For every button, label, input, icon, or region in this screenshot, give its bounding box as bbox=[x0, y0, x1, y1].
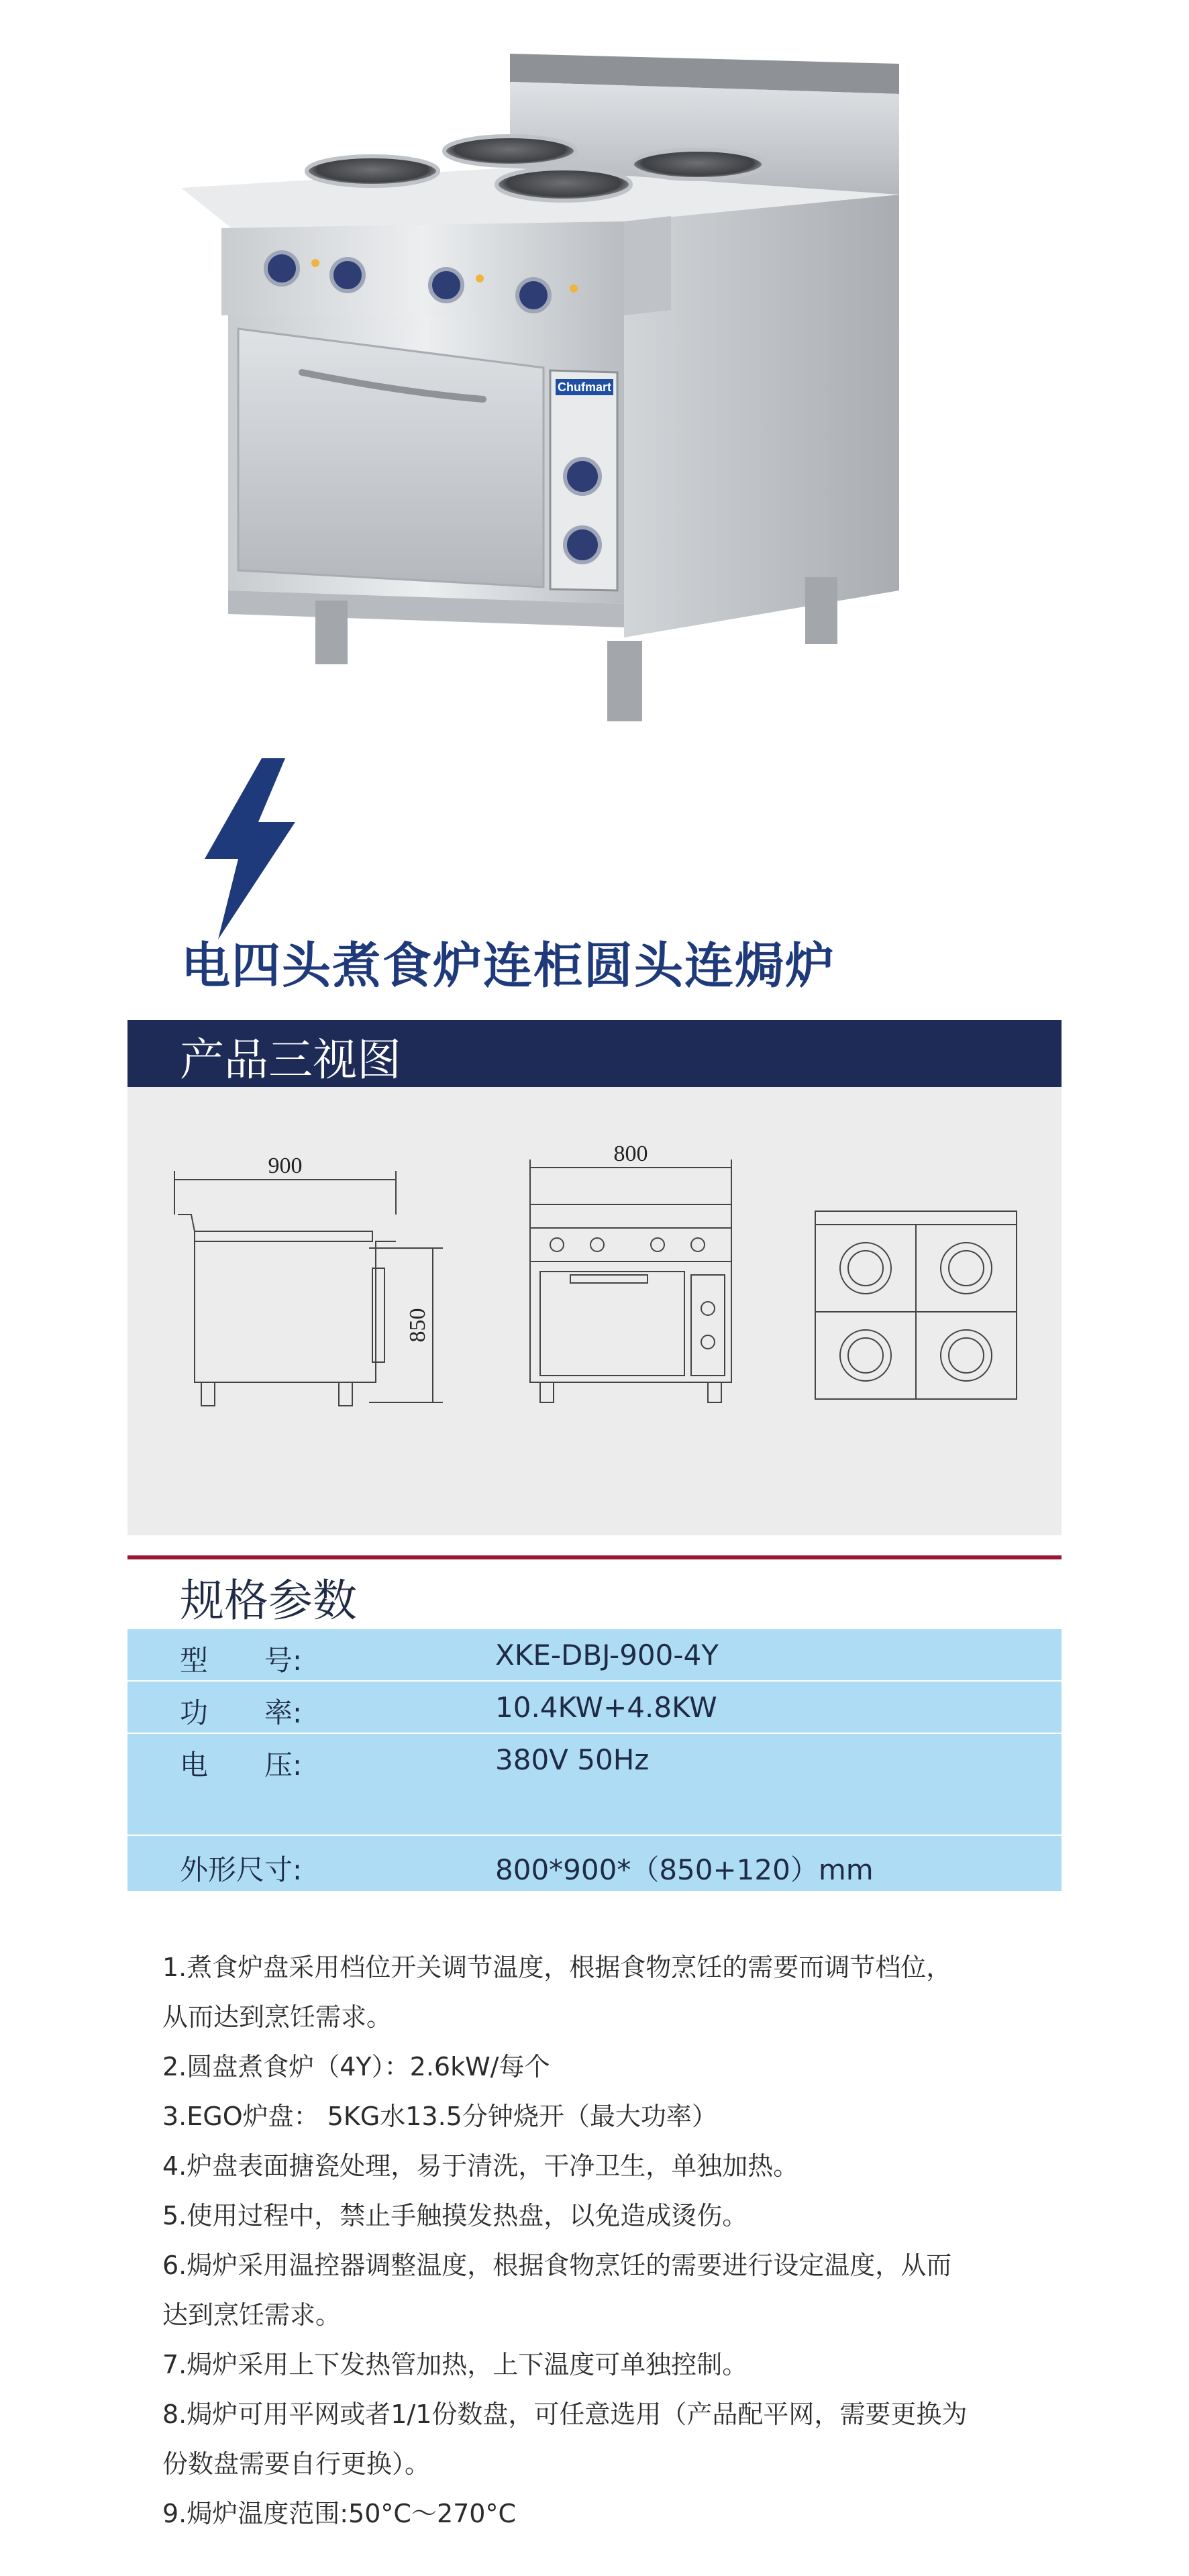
note-item: 7.焗炉采用上下发热管加热，上下温度可单独控制。 bbox=[162, 2350, 748, 2379]
product-photo bbox=[0, 0, 1189, 738]
spec-divider bbox=[127, 1555, 1062, 1559]
note-item: 8.焗炉可用平网或者1/1份数盘，可任意选用（产品配平网，需要更换为 份数盘需要自行更换）。 bbox=[162, 2400, 968, 2479]
top-view-drawing bbox=[815, 1211, 1017, 1399]
spec-label: 型 号: bbox=[180, 1644, 303, 1677]
spec-row bbox=[127, 1682, 1062, 1733]
note-item: 2.圆盘煮食炉（4Y）：2.6kW/每个 bbox=[162, 2052, 550, 2081]
dim-side-width: 900 bbox=[268, 1153, 303, 1178]
note-item: 3.EGO炉盘： 5KG水13.5分钟烧开（最大功率） bbox=[162, 2102, 717, 2131]
spec-value: XKE-DBJ-900-4Y bbox=[495, 1639, 719, 1671]
note-item: 1.煮食炉盘采用档位开关调节温度，根据食物烹饪的需要而调节档位， 从而达到烹饪需求。 bbox=[162, 1953, 952, 2032]
side-view-drawing bbox=[174, 1171, 443, 1406]
front-view-drawing bbox=[530, 1160, 731, 1402]
dim-height: 850 bbox=[405, 1308, 430, 1343]
spec-row bbox=[127, 1836, 1062, 1891]
spec-heading: 规格参数 bbox=[180, 1575, 357, 1627]
orthographic-drawings bbox=[127, 1087, 1062, 1535]
spec-label: 功 率: bbox=[180, 1696, 303, 1729]
spec-value: 800*900*（850+120）mm bbox=[495, 1853, 874, 1886]
note-item: 9.焗炉温度范围:50°C～270°C bbox=[162, 2499, 517, 2528]
three-views-heading: 产品三视图 bbox=[180, 1034, 401, 1086]
spec-value: 380V 50Hz bbox=[495, 1743, 650, 1776]
range-oven-illustration bbox=[0, 0, 1189, 738]
spec-row bbox=[127, 1629, 1062, 1680]
spec-label: 外形尺寸: bbox=[180, 1853, 303, 1886]
spec-row bbox=[127, 1734, 1062, 1835]
note-item: 5.使用过程中，禁止手触摸发热盘，以免造成烫伤。 bbox=[162, 2201, 748, 2230]
product-title: 电四头煮食炉连柜圆头连焗炉 bbox=[181, 937, 835, 994]
dim-front-width: 800 bbox=[613, 1141, 648, 1166]
spec-label: 电 压: bbox=[180, 1749, 303, 1782]
feature-notes bbox=[162, 1943, 1055, 2538]
note-item: 4.炉盘表面搪瓷处理，易于清洗，干净卫生，单独加热。 bbox=[162, 2151, 799, 2181]
lightning-bolt-icon bbox=[198, 758, 299, 939]
three-views-panel bbox=[127, 1087, 1062, 1535]
spec-table bbox=[127, 1629, 1062, 1891]
brand-plate: Chufmart bbox=[558, 380, 611, 394]
note-item: 6.焗炉采用温控器调整温度，根据食物烹饪的需要进行设定温度，从而 达到烹饪需求。 bbox=[162, 2251, 952, 2330]
spec-value: 10.4KW+4.8KW bbox=[495, 1691, 717, 1724]
